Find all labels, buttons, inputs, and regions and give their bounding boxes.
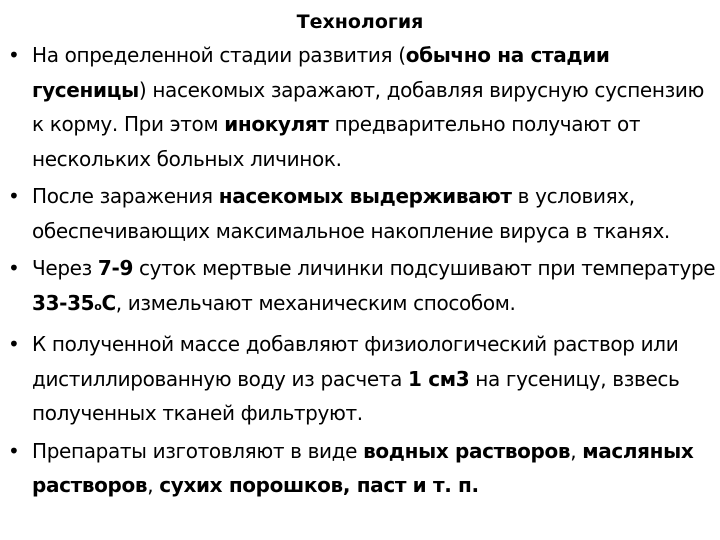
bullet-item-preparations	[0, 434, 720, 503]
bullet-item-drying	[0, 251, 720, 324]
text-fragment: ,	[570, 438, 583, 463]
text-fragment: К полученной массе добавляют физиологический раствор или дистиллированную воду из расчета	[32, 332, 679, 391]
text-fragment: После заражения	[32, 184, 219, 208]
text-fragment: ) насекомых заражают, добавляя вирусную суспензию к корму. При этом	[32, 77, 705, 136]
bold-fragment: 7-9	[97, 256, 134, 280]
bullet-icon: •	[8, 184, 20, 208]
bold-fragment: сухих порошков, паст и т. п.	[159, 473, 479, 497]
text-fragment: суток мертвые личинки подсушивают при температуре	[133, 256, 716, 280]
bullet-item-suspension	[0, 327, 720, 431]
text-fragment: Препараты изготовляют в виде	[32, 438, 364, 463]
text-fragment: Через	[32, 256, 98, 280]
bullet-icon: •	[8, 256, 20, 280]
text-fragment: предварительно получают от нескольких больных личинок.	[32, 112, 641, 171]
text-fragment: ,	[147, 473, 160, 497]
text-fragment: в условиях, обеспечивающих максимальное накопление вируса в тканях.	[32, 184, 670, 243]
text-fragment: На определенной стадии развития (	[32, 43, 406, 67]
bullet-item-incubation	[0, 179, 720, 248]
bullet-list	[0, 38, 720, 506]
bold-fragment: масляных растворов	[32, 438, 694, 497]
bold-fragment: 33-35	[32, 290, 95, 315]
bold-fragment: 1 см3	[408, 366, 470, 391]
bullet-icon: •	[8, 438, 20, 463]
degree-sign: о	[94, 299, 102, 313]
text-fragment: , измельчают механическим способом.	[115, 290, 516, 315]
bullet-item-infection-stage	[0, 38, 720, 176]
bold-fragment: С	[101, 290, 116, 315]
bold-fragment: обычно на стадии гусеницы	[32, 43, 610, 102]
bold-fragment: инокулят	[224, 112, 329, 136]
bold-fragment: водных растворов	[363, 438, 571, 463]
bullet-icon: •	[8, 332, 20, 356]
bullet-icon: •	[8, 43, 20, 67]
text-fragment: на гусеницу, взвесь полученных тканей фильтруют.	[32, 366, 680, 425]
bold-fragment: насекомых выдерживают	[218, 184, 512, 208]
slide-title: Технология	[296, 11, 424, 33]
